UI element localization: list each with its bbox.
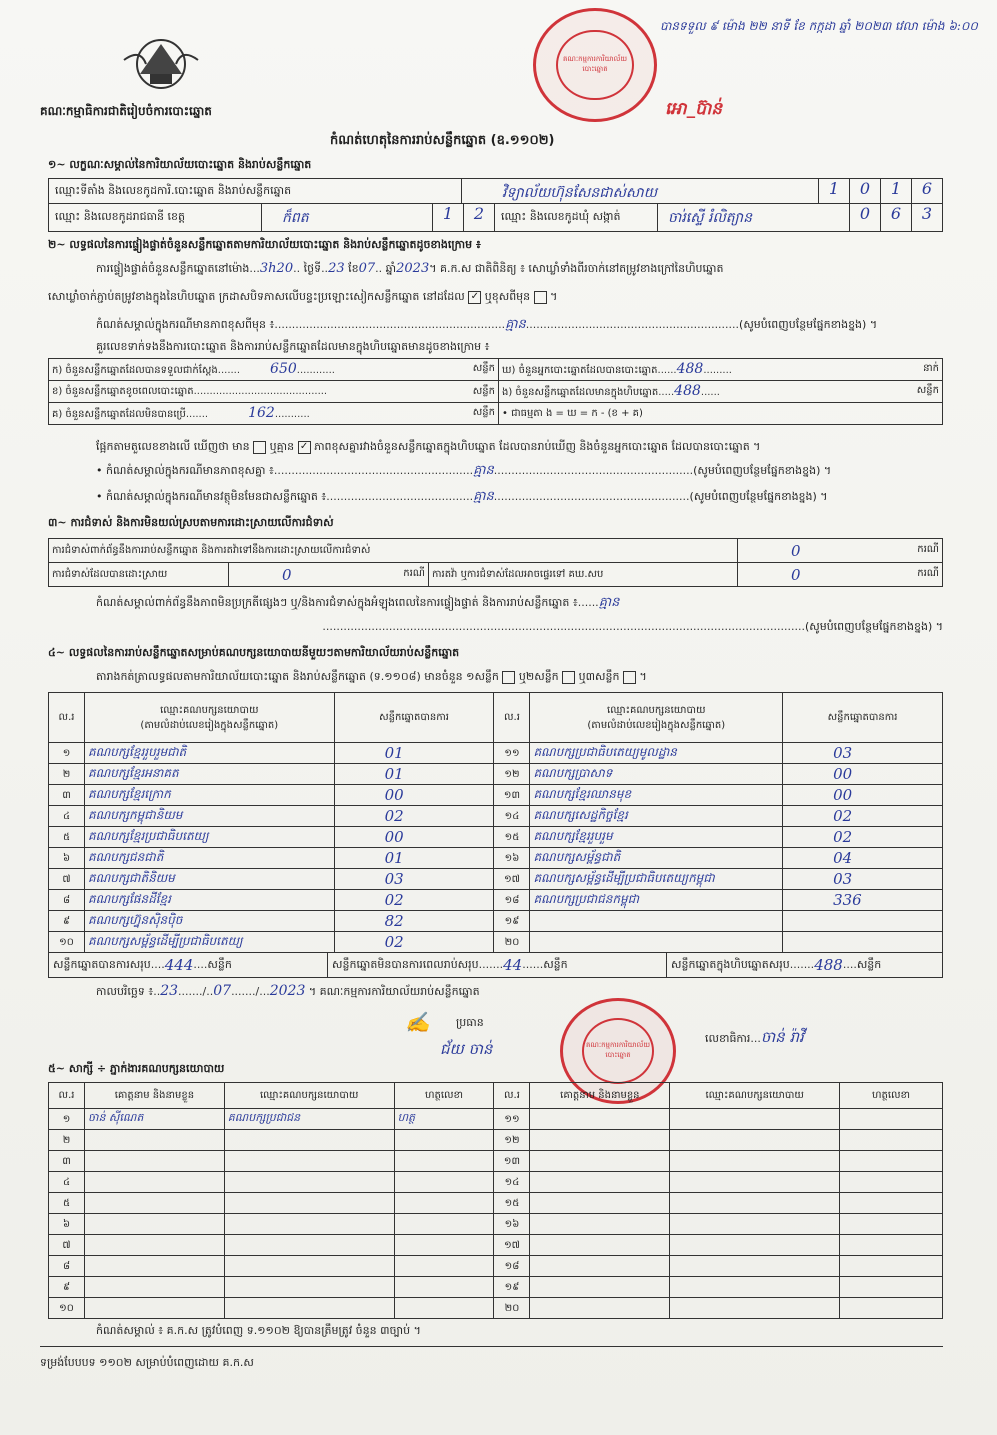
witness-row	[49, 1193, 943, 1214]
section1-row1	[48, 178, 943, 204]
difference-note: • កំណត់សម្គាល់ក្នុងករណីមានភាពខុសគ្នា ៖.........................................................គ្មាន.........................................................(សូមបំពេញបន្ថែមផ្នែកខាងខ្នង) ។	[96, 463, 832, 478]
no-cell: ១២	[504, 1134, 520, 1146]
resolved-label: ការជំទាស់ដែលបានដោះស្រាយ	[52, 569, 168, 580]
no-cell: ៧	[62, 1239, 71, 1251]
col-no: ល.រ	[49, 1083, 85, 1109]
total-invalid-value: 44	[503, 956, 523, 974]
no-cell: ១៨	[504, 894, 520, 906]
figure-row: គ) ចំនួនសន្លឹកឆ្នោតដែលមិនបានប្រើ....... 162........... សន្លឹក • ជាធម្មតា ង = ឃ = ក - (ខ + គ)	[49, 403, 943, 425]
col-party-sub: (តាមលំដាប់លេខរៀងក្នុងសន្លឹកឆ្នោត)	[140, 719, 279, 731]
party-name-cell: គណបក្សប្រជាជនកម្ពុជា	[533, 892, 640, 906]
section5-heading: ៥~ សាក្សី ÷ ភ្នាក់ងារគណបក្សនយោបាយ	[48, 1062, 225, 1075]
col-party	[530, 693, 783, 743]
party-name-cell: គណបក្សខ្មែររួបរួមជាតិ	[87, 745, 187, 759]
votes-cell: 04	[833, 849, 853, 867]
col-party: ឈ្មោះគណបក្សនយោបាយ	[670, 1083, 840, 1109]
no-cell: ១០	[59, 1302, 74, 1314]
party-name-cell: គណបក្សប្រជាធិបតេយ្យមូលដ្ឋាន	[533, 745, 677, 759]
difference-text: ភាពខុសគ្នារវាងចំនួនសន្លឹកឆ្នោតក្នុងហិបឆ្នោត ដែលបានរាប់ឃើញ និងចំនួនអ្នកបោះឆ្នោត ដែលបានបោះឆ្នោត ។	[314, 440, 761, 453]
party-name-cell: គណបក្សខ្មែរប្រជាធិបតេយ្យ	[87, 829, 209, 843]
section4-heading: ៤~ លទ្ធផលនៃការរាប់សន្លឹកឆ្នោតសម្រាប់គណបក្សនយោបាយនីមួយៗតាមការិយាល័យរាប់សន្លឹកឆ្នោត	[48, 646, 460, 659]
figure-label: ក) ចំនួនសន្លឹកឆ្នោតដែលបានទទួលជាក់ស្ដែង	[52, 365, 218, 376]
three-sheet-checkbox[interactable]	[623, 671, 636, 684]
figures-intro: គួរលេខទាក់ទងនឹងការបោះឆ្នោត និងការរាប់សន្លឹកឆ្នោតដែលមានក្នុងហិបឆ្នោតមានដូចខាងក្រោម ៖	[96, 340, 490, 353]
votes-cell: 03	[833, 744, 853, 762]
seal-status-text: សោឃ្លាំចាក់ភ្ជាប់តម្រូវខាងក្នុងនៃហិបឆ្នោត ក្រដាសបិទភាសលើបន្ទះប្រឡោះសៀកសន្លឹកឆ្នោត នៅដដែល	[48, 290, 465, 303]
footer-divider	[40, 1346, 943, 1347]
section1-heading: ១~ លក្ខណៈសម្គាល់នៃការិយាល័យបោះឆ្នោត និងរាប់សន្លឹកឆ្នោត	[48, 158, 312, 171]
no-cell: ១៦	[504, 852, 520, 864]
code-digit: 6	[911, 179, 942, 203]
totals-row: សន្លឹកឆ្នោតបានការសរុប .... 444 .... សន្លឹក សន្លឹកឆ្នោតមិនបានការពេលរាប់សរុប ....... 44 ...... សន្លឹក សន្លឹកឆ្នោតក្នុងហិបឆ្នោតសរុប ....... 488 .... សន្លឹក	[48, 952, 943, 978]
irregularity-note-label: កំណត់សម្គាល់ពាក់ព័ន្ធនឹងភាពមិនប្រក្រតីផ្សេងៗ ឬ/និងការជំទាស់ក្នុងអំឡុងពេលនៃការផ្ទៀងផ្ទាត់ និងការរាប់សន្លឹកឆ្នោត ៖	[96, 596, 578, 609]
no-cell: ១៧	[504, 873, 520, 885]
complaints-label: ការជំទាស់ពាក់ព័ន្ធនឹងការរាប់សន្លឹកឆ្នោត និងការតវ៉ាទៅនឹងការដោះស្រាយលើការជំទាស់	[52, 545, 371, 556]
three-sheet-label: ឬ៣សន្លឹក	[578, 670, 620, 683]
fill-hint: (សូមបំពេញបន្ថែមផ្នែកខាងខ្នង) ។	[739, 318, 878, 331]
figure-unit: សន្លឹក	[472, 407, 495, 418]
other-object-note: • កំណត់សម្គាល់ក្នុងករណីមានវត្ថុមិនមែនជាសន្លឹកឆ្នោត ៖..........................................គ្មាន........................................................(សូមបំពេញបន្ថែមផ្នែកខាងខ្នង) ។	[96, 489, 828, 504]
no-cell: ១៤	[504, 1176, 520, 1188]
results-row	[49, 806, 943, 827]
no-cell: ៤	[62, 810, 71, 822]
figure-row: ក) ចំនួនសន្លឹកឆ្នោតដែលបានទទួលជាក់ស្ដែង....... 650............ សន្លឹក ឃ) ចំនួនអ្នកបោះឆ្នោតដែលបានបោះឆ្នោត......488......... នាក់	[49, 359, 943, 381]
witness-row	[49, 1214, 943, 1235]
escalated-label: ការតវ៉ា ឬការជំទាស់ដែលអាចផ្ទេរទៅ គឃ.សប	[432, 569, 604, 580]
votes-cell: 00	[384, 786, 404, 804]
col-no: ល.រ	[494, 1083, 530, 1109]
no-cell: ២០	[504, 936, 520, 948]
no-cell: ១១	[504, 747, 520, 759]
votes-cell: 00	[833, 786, 853, 804]
figure-value: 162	[248, 405, 275, 421]
no-cell: ២	[62, 1134, 71, 1146]
votes-cell: 02	[384, 891, 404, 909]
votes-cell: 02	[833, 807, 853, 825]
commune-code-digit: 3	[911, 204, 942, 231]
figure-label: ឃ) ចំនួនអ្នកបោះឆ្នោតដែលបានបោះឆ្នោត	[502, 365, 658, 376]
sheet-count-line: តារាងកត់ត្រាលទ្ធផលតាមការិយាល័យបោះឆ្នោត និងរាប់សន្លឹកឆ្នោត (ទ.១១០៨) មានចំនួន ១សន្លឹក ឬ២សន្លឹក ឬ៣សន្លឹក ។	[96, 670, 647, 683]
chair-name: ជ័យ ចាន់	[440, 1040, 493, 1058]
col-name: គោត្តនាម និងនាមខ្លួន	[530, 1083, 670, 1109]
figure-row: ខ) ចំនួនសន្លឹកឆ្នោតខូចពេលបោះឆ្នោត.......................................... សន្លឹក ង) ចំនួនសន្លឹកឆ្នោតដែលមានក្នុងហិបឆ្នោត.....488...... សន្លឹក	[49, 381, 943, 403]
no-cell: ១១	[504, 1113, 520, 1125]
no-cell: ១២	[504, 768, 520, 780]
form-note: ទម្រង់បែបបទ ១១០២ សម្រាប់បំពេញដោយ គ.ក.ស	[40, 1356, 254, 1369]
stamp-text: គណៈកម្មការការិយាល័យបោះឆ្នោត	[562, 54, 627, 73]
results-row	[49, 785, 943, 806]
date-year: 2023	[269, 983, 306, 999]
commune-code-digit: 0	[849, 204, 880, 231]
complaints-grid	[48, 538, 943, 587]
party-name-cell: គណបក្សកម្ពុជានិយម	[87, 808, 183, 822]
total-box-label: សន្លឹកឆ្នោតក្នុងហិបឆ្នោតសរុប	[671, 958, 790, 971]
figure-value: 488	[674, 383, 701, 399]
no-cell: ១៥	[504, 831, 520, 843]
party-name-cell: គណបក្សខ្មែរឈានមុខ	[533, 787, 632, 801]
total-invalid-label: សន្លឹកឆ្នោតមិនបានការពេលរាប់សរុប	[332, 958, 479, 971]
irregularity-fill-line: ..........................................................................................................................................(សូមបំពេញបន្ថែមផ្នែកខាងខ្នង) ។	[322, 620, 943, 633]
results-row	[49, 743, 943, 764]
verification-day: 23	[328, 261, 345, 276]
section1-row2	[48, 204, 943, 232]
col-party	[84, 693, 334, 743]
commune-code-digit: 6	[880, 204, 911, 231]
party-name-cell: គណបក្សសម្ព័ន្ធជាតិ	[533, 850, 621, 864]
case-unit: ករណី	[917, 567, 939, 579]
figure-label: ខ) ចំនួនសន្លឹកឆ្នោតខូចពេលបោះឆ្នោត	[52, 386, 194, 397]
no-cell: ២០	[504, 1302, 520, 1314]
votes-cell: 02	[833, 828, 853, 846]
code-digit: 0	[849, 179, 880, 203]
results-table	[48, 692, 943, 953]
secretary-line: លេខាធិការ...ចាន់ រ៉ាវី	[705, 1028, 804, 1046]
verification-time-label: ការផ្ទៀងផ្ទាត់ចំនួនសន្លឹកឆ្នោតនៅម៉ោង	[96, 262, 250, 275]
official-stamp-top	[533, 8, 657, 122]
none-label: ឬគ្មាន	[269, 440, 295, 453]
unit-label: សន្លឹក	[207, 958, 232, 971]
case-unit: ករណី	[403, 567, 425, 579]
resolved-value: 0	[282, 565, 292, 584]
party-name-cell: គណបក្សជនជាតិ	[87, 850, 164, 864]
party-name-cell: គណបក្សសម្ព័ន្ធដើម្បីប្រជាធិបតេយ្យ	[87, 934, 243, 948]
no-cell: ៨	[62, 894, 71, 906]
votes-cell: 336	[833, 891, 862, 909]
section2-heading: ២~ លទ្ធផលនៃការផ្ទៀងផ្ទាត់ចំនួនសន្លឹកឆ្នោតតាមការិយាល័យបោះឆ្នោត និងរាប់សន្លឹកឆ្នោតដូចខាងក្រោម ៖	[48, 238, 481, 251]
received-note: បានទទួល ៩ ម៉ោង ២២ នាទី ខែ កក្កដា ឆ្នាំ ២០២៣ វេលា ម៉ោង ៦:០០	[660, 19, 978, 33]
witness-row	[49, 1256, 943, 1277]
witness-row	[49, 1151, 943, 1172]
party-name-cell: គណបក្សខ្មែរអនាគត	[87, 766, 179, 780]
total-valid-label: សន្លឹកឆ្នោតបានការសរុប	[53, 958, 151, 971]
no-cell: ៤	[62, 1176, 71, 1188]
no-cell: ៣	[62, 789, 71, 801]
party-name-cell: គណបក្សសេដ្ឋកិច្ចខ្មែរ	[533, 808, 628, 822]
commune-label: ឈ្មោះ និងលេខកូដឃុំ សង្កាត់	[495, 204, 658, 231]
witness-row	[49, 1109, 943, 1130]
no-cell: ១០	[59, 936, 74, 948]
no-cell: ១	[62, 1113, 71, 1125]
party-name-cell: គណបក្សខ្មែររួបរួម	[533, 829, 613, 843]
votes-cell: 02	[384, 807, 404, 825]
has-difference-checkbox[interactable]	[253, 441, 266, 454]
no-cell: ១៧	[504, 1239, 520, 1251]
year-label: ឆ្នាំ	[385, 262, 397, 275]
no-cell: ៦	[62, 852, 71, 864]
results-row	[49, 890, 943, 911]
province-code-digit: 1	[432, 204, 463, 231]
votes-cell: 00	[384, 828, 404, 846]
sheet-count-text: តារាងកត់ត្រាលទ្ធផលតាមការិយាល័យបោះឆ្នោត និងរាប់សន្លឹកឆ្នោត (ទ.១១០៨) មានចំនួន ១សន្លឹក	[96, 670, 499, 683]
change-note-value: គ្មាន	[505, 317, 526, 332]
case-unit: ករណី	[917, 543, 939, 555]
difference-note-label: • កំណត់សម្គាល់ក្នុងករណីមានភាពខុសគ្នា ៖	[96, 464, 274, 477]
no-cell: ២	[62, 768, 71, 780]
votes-cell: 01	[384, 744, 404, 762]
votes-cell: 82	[384, 912, 404, 930]
no-cell: ៣	[62, 1155, 71, 1167]
date-day: 23	[160, 983, 179, 999]
no-cell: ១៦	[504, 1218, 520, 1230]
fill-hint: (សូមបំពេញបន្ថែមផ្នែកខាងខ្នង) ។	[804, 620, 943, 633]
verification-month: 07	[358, 261, 376, 276]
fill-hint: (សូមបំពេញបន្ថែមផ្នែកខាងខ្នង) ។	[693, 464, 832, 477]
two-sheet-label: ឬ២សន្លឹក	[518, 670, 559, 683]
col-party-title: ឈ្មោះគណបក្សនយោបាយ	[607, 704, 706, 716]
witness-row	[49, 1298, 943, 1319]
secretary-label: លេខាធិការ	[705, 1032, 751, 1045]
unit-label: សន្លឹក	[543, 958, 568, 971]
no-cell: ៦	[62, 1218, 71, 1230]
province-value: ក៏ពត	[282, 210, 309, 226]
votes-cell: 00	[833, 765, 853, 783]
two-sheet-checkbox[interactable]	[562, 671, 575, 684]
no-cell: ១៨	[504, 1260, 520, 1272]
figure-label: ង) ចំនួនសន្លឹកឆ្នោតដែលមានក្នុងហិបឆ្នោត	[502, 387, 659, 398]
difference-line	[96, 440, 946, 454]
chair-signature: ✍	[405, 1010, 430, 1034]
no-cell: ១៣	[503, 1155, 521, 1167]
no-cell: ៩	[62, 1281, 71, 1293]
receiver-name: អោ_ប៊ាន់	[665, 99, 723, 119]
commune-value: ចារ់ស្ទើ រំលិត្យាន	[668, 210, 752, 226]
party-name-cell: គណបក្សជាតិនិយម	[87, 871, 175, 885]
verification-line2: សោឃ្លាំចាក់ភ្ជាប់តម្រូវខាងក្នុងនៃហិបឆ្នោត ក្រដាសបិទភាសលើបន្ទះប្រឡោះសៀកសន្លឹកឆ្នោត នៅដដែល ✓ ឬខុសពីមុន ។	[48, 290, 558, 303]
verification-time: 3h20	[259, 261, 294, 276]
nec-emblem	[120, 34, 202, 96]
fill-hint: (សូមបំពេញបន្ថែមផ្នែកខាងខ្នង) ។	[689, 490, 828, 503]
witness-party-cell: គណបក្សប្រជាជន	[227, 1111, 301, 1124]
code-digit: 1	[880, 179, 911, 203]
figure-value: 650	[270, 361, 297, 377]
figure-unit: សន្លឹក	[472, 363, 495, 374]
votes-cell: 01	[384, 849, 404, 867]
col-no: ល.រ	[49, 693, 85, 743]
no-cell: ១	[62, 747, 71, 759]
other-object-label: • កំណត់សម្គាល់ក្នុងករណីមានវត្ថុមិនមែនជាសន្លឹកឆ្នោត ៖	[96, 490, 327, 503]
col-party-sub: (តាមលំដាប់លេខរៀងក្នុងសន្លឹកឆ្នោត)	[587, 719, 726, 731]
results-row	[49, 848, 943, 869]
party-name-cell: គណបក្សប្រាសាទ	[533, 766, 613, 780]
no-cell: ៩	[62, 915, 71, 927]
figure-value: 488	[676, 361, 704, 377]
no-cell: ៥	[62, 1197, 71, 1209]
figure-unit: សន្លឹក	[472, 386, 495, 397]
month-label: ខែ	[348, 262, 359, 275]
party-name-cell: គណបក្សខ្មែរក្រោក	[87, 787, 171, 801]
irregularity-note-value: គ្មាន	[598, 595, 620, 610]
col-sign: ហត្ថលេខា	[840, 1083, 943, 1109]
results-row	[49, 827, 943, 848]
formula-text: • ជាធម្មតា ង = ឃ = ក - (ខ + គ)	[502, 408, 643, 419]
code-digit: 1	[818, 179, 849, 203]
figure-label: គ) ចំនួនសន្លឹកឆ្នោតដែលមិនបានប្រើ	[52, 409, 186, 420]
stamp-text: គណៈកម្មការការិយាល័យបោះឆ្នោត	[585, 1041, 650, 1059]
polling-station-label: ឈ្មោះទីតាំង និងលេខកូដការិ.បោះឆ្នោត និងរាប់សន្លឹកឆ្នោត	[49, 179, 462, 203]
results-row	[49, 764, 943, 785]
day-label: ថ្ងៃទី	[303, 262, 322, 275]
date-label: កាលបរិច្ឆេទ ៖	[96, 985, 154, 998]
witness-sign-cell: ហត្ថ	[397, 1111, 416, 1124]
total-valid-value: 444	[164, 956, 194, 974]
witness-table	[48, 1082, 943, 1319]
results-row	[49, 869, 943, 890]
results-row	[49, 932, 943, 953]
no-cell: ១៩	[504, 1281, 520, 1293]
col-party: ឈ្មោះគណបក្សនយោបាយ	[224, 1083, 394, 1109]
votes-cell: 03	[384, 870, 404, 888]
party-name-cell: គណបក្សសម្ព័ន្ធដើម្បីប្រជាធិបតេយ្យកម្ពុជា	[533, 871, 715, 885]
changed-label: ឬខុសពីមុន	[484, 290, 531, 303]
figures-grid	[48, 358, 943, 425]
verification-line1: ការផ្ទៀងផ្ទាត់ចំនួនសន្លឹកឆ្នោតនៅម៉ោង...3h20.. ថ្ងៃទី..23 ខែ07.. ឆ្នាំ2023។ គ.ក.ស ជាតិពិនិត្យ ៖ សោឃ្លាំទាំងពីរចាក់នៅតម្រូវខាងក្រៅនៃហិបឆ្នោត	[96, 261, 724, 276]
has-label: ផ្អែកតាមតួលេខខាងលើ ឃើញថា មាន	[96, 440, 250, 453]
date-month: 07	[213, 983, 232, 999]
col-party-title: ឈ្មោះគណបក្សនយោបាយ	[160, 704, 259, 716]
escalated-value: 0	[791, 565, 801, 584]
verification-line1-rest: ។ គ.ក.ស ជាតិពិនិត្យ ៖ សោឃ្លាំទាំងពីរចាក់នៅតម្រូវខាងក្រៅនៃហិបឆ្នោត	[429, 262, 724, 275]
no-cell: ៧	[62, 873, 71, 885]
province-code-digit: 2	[463, 204, 495, 231]
change-note-label: កំណត់សម្គាល់ក្នុងករណីមានភាពខុសពីមុន ៖	[96, 318, 275, 331]
polling-station-value: វិទ្យាល័យហ៊ុនសែនជាស់សាយ	[502, 185, 658, 201]
chair-label: ប្រធាន	[456, 1016, 484, 1029]
total-box-value: 488	[814, 956, 843, 974]
col-sign: ហត្ថលេខា	[394, 1083, 494, 1109]
no-cell: ៨	[62, 1260, 71, 1272]
col-name: គោត្តនាម និងនាមខ្លួន	[84, 1083, 224, 1109]
section3-heading: ៣~ ការជំទាស់ និងការមិនយល់ស្របតាមការដោះស្រាយលើការជំទាស់	[48, 516, 334, 529]
results-row	[49, 911, 943, 932]
verification-year: 2023	[396, 261, 430, 276]
witness-name-cell: ចាន់ ស៊ីណេត	[87, 1111, 144, 1124]
unit-label: សន្លឹក	[856, 958, 882, 971]
party-name-cell: គណបក្សហ្វ៊ុនស៊ិនប៉ិច	[87, 913, 183, 927]
same-checkbox[interactable]: ✓	[468, 291, 481, 304]
complaints-value: 0	[791, 541, 801, 560]
no-cell: ១៩	[504, 915, 520, 927]
other-object-value: គ្មាន	[473, 489, 494, 504]
province-label: ឈ្មោះ និងលេខកូដរាជធានី ខេត្ត	[49, 204, 262, 231]
polling-station-code	[818, 179, 942, 203]
witness-row	[49, 1277, 943, 1298]
party-name-cell: គណបក្សផែនដីខ្មែរ	[87, 892, 171, 906]
witness-row	[49, 1130, 943, 1151]
no-cell: ១៤	[504, 810, 520, 822]
one-sheet-checkbox[interactable]	[502, 671, 515, 684]
difference-note-value: គ្មាន	[473, 463, 494, 478]
witness-row	[49, 1172, 943, 1193]
form-title: កំណត់ហេតុនៃការរាប់សន្លឹកឆ្នោត (ឧ.១១០២)	[330, 133, 555, 148]
figure-unit: សន្លឹក	[916, 385, 939, 396]
votes-cell: 01	[384, 765, 404, 783]
figure-unit: នាក់	[923, 363, 939, 374]
secretary-name: ចាន់ រ៉ាវី	[760, 1028, 804, 1046]
no-cell: ៥	[62, 831, 71, 843]
committee-label: ។ គណៈកម្មការការិយាល័យរាប់សន្លឹកឆ្នោត	[308, 985, 480, 998]
votes-cell: 03	[833, 870, 853, 888]
footer-note: កំណត់សម្គាល់ ៖ គ.ក.ស ត្រូវបំពេញ ទ.១១០២ ឱ្យបានត្រឹមត្រូវ ចំនួន ៣ច្បាប់ ។	[96, 1324, 421, 1337]
date-line: កាលបរិច្ឆេទ ៖..23......./..07......./...2023 ។ គណៈកម្មការការិយាល័យរាប់សន្លឹកឆ្នោត	[96, 983, 480, 999]
change-note: កំណត់សម្គាល់ក្នុងករណីមានភាពខុសពីមុន ៖..................................................................គ្មាន.............................................................(សូមបំពេញបន្ថែមផ្នែកខាងខ្នង) ។	[96, 317, 878, 332]
irregularity-note: កំណត់សម្គាល់ពាក់ព័ន្ធនឹងភាពមិនប្រក្រតីផ្សេងៗ ឬ/និងការជំទាស់ក្នុងអំឡុងពេលនៃការផ្ទៀងផ្ទាត់ និងការរាប់សន្លឹកឆ្នោត ៖......គ្មាន	[96, 595, 620, 610]
no-cell: ១៣	[503, 789, 521, 801]
col-no: ល.រ	[494, 693, 530, 743]
org-name: គណៈកម្មាធិការជាតិរៀបចំការបោះឆ្នោត	[40, 104, 212, 118]
changed-checkbox[interactable]	[534, 291, 547, 304]
col-votes: សន្លឹកឆ្នោតបានការ	[783, 693, 943, 743]
votes-cell: 02	[384, 933, 404, 951]
witness-row	[49, 1235, 943, 1256]
no-difference-checkbox[interactable]: ✓	[298, 441, 311, 454]
col-votes: សន្លឹកឆ្នោតបានការ	[334, 693, 494, 743]
no-cell: ១៥	[504, 1197, 520, 1209]
